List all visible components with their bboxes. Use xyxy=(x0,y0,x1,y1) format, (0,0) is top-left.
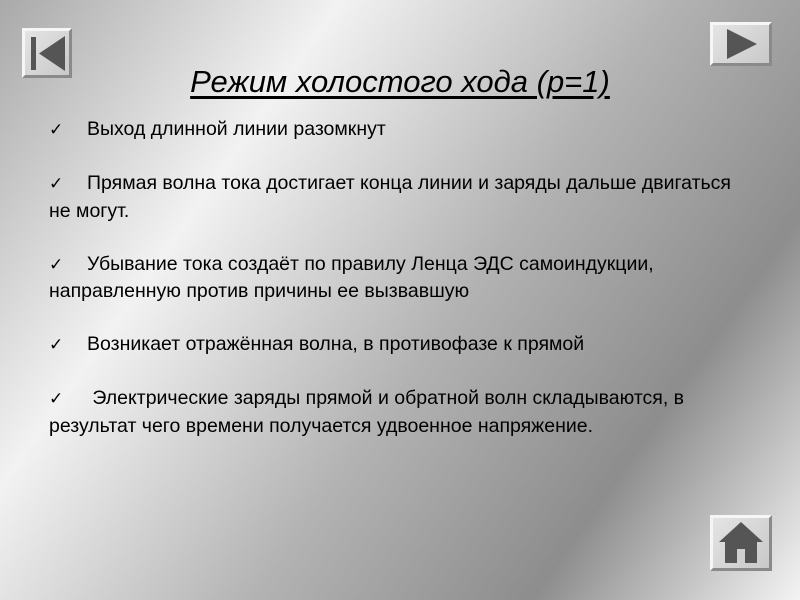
checkmark-icon: ✓ xyxy=(49,120,64,139)
bullet-text: Электрические заряды прямой и обратной волн складываются, в результат чего времени получается удвоенное напряжение. xyxy=(49,387,685,437)
bullet-item xyxy=(49,385,749,439)
checkmark-icon: ✓ xyxy=(49,389,64,408)
home-icon xyxy=(713,518,769,568)
bullet-text: Прямая волна тока достигает конца линии и заряды дальше двигаться не могут. xyxy=(49,172,731,222)
slide-title: Режим холостого хода (p=1) xyxy=(190,64,610,99)
checkmark-icon: ✓ xyxy=(49,174,64,193)
bullet-item xyxy=(49,331,749,359)
next-slide-icon xyxy=(713,25,769,63)
checkmark-icon: ✓ xyxy=(49,335,64,354)
bullet-text: Убывание тока создаёт по правилу Ленца ЭДС самоиндукции, направленную против причины ее вызвавшую xyxy=(49,252,654,302)
bullet-item xyxy=(49,170,749,224)
slide-content xyxy=(49,116,749,439)
bullet-item xyxy=(49,251,749,305)
bullet-text: Выход длинной линии разомкнут xyxy=(87,118,386,140)
bullet-text: Возникает отражённая волна, в противофазе к прямой xyxy=(87,333,585,355)
next-slide-button[interactable] xyxy=(710,22,772,66)
home-button[interactable] xyxy=(710,515,772,571)
bullet-item xyxy=(49,116,749,144)
checkmark-icon: ✓ xyxy=(49,254,64,274)
